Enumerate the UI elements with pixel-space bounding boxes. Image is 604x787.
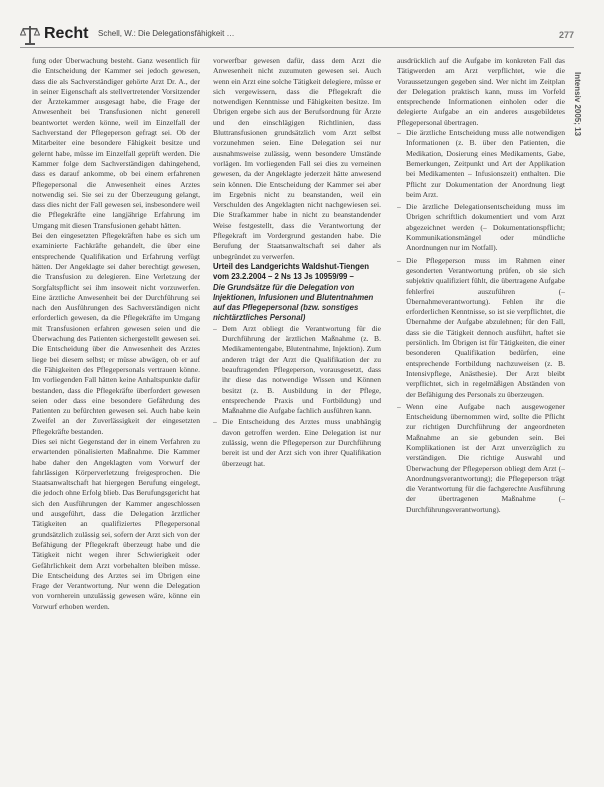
list-item: – Wenn eine Aufgabe nach ausgewogener Entscheidung übernommen wird, sollte die Pflicht zur richtigen Durchführung der angeordneten Maßnahme an sie gebunden sein. Bei Komplikationen ist der Arzt unverzüglich zu verständigen. Die richtige Auswahl und Überwachung der Pflegeperson obliegt dem Arzt (– Anordnungsverantwortung); die Pflegeperson trägt die Verantwortung für die fachgerechte Ausführung der übertragenen Maßnahme (– Durchführungsverantwortung). [397,402,565,515]
list-item: – Dem Arzt obliegt die Verantwortung für die Durchführung der ärztlichen Maßnahme (z. B. Medikamentengabe, Blutentnahme, Injektion). Zum anderen trägt der Arzt die Qualifikation der zu beauftragenden Pflegeperson, vorausgesetzt, dass ihr diese das notwendige Wissen und Können besitzt (z. B. Ausbildung in der Pflege, entsprechende Praxis und Fortbildung) und Maßnahme die Aufgabe fachlich ausführen kann. [213,324,381,417]
list-item: – Die ärztliche Delegationsentscheidung muss im Übrigen schriftlich dokumentiert und vom Arzt abgezeichnet werden (– Dokumentationspflicht; Kommunikationsmängel oder mündliche Anordnungen nur im Notfall). [397,202,565,253]
paragraph-scales-icon [20,24,40,46]
paragraph: vorwerfbar gewesen dafür, dass dem Arzt die Anwesenheit nicht zuzumuten gewesen sei. Auch wenn ein Arzt eine solche Tätigkeit delegiere, müsse er sich vergewissern, dass die Pflegekraft die notwendigen Kenntnisse und Fähigkeiten besitze. Im Übrigen ergebe sich aus der Berufsordnung für Ärzte und den einschlägigen Richtlinien, dass Bluttransfusionen grundsätzlich vom Arzt selbst vorzunehmen seien. Eine Delegation sei nur ausnahmsweise zulässig, wenn besondere Umstände vorlägen. Im vorliegenden Fall sei dies zu verneinen gewesen, da der Angeklagte jederzeit hätte anwesend sein können. Die Entscheidung der Kammer sei aber im Ergebnis nicht zu beanstanden, weil ein Verschulden des Angeklagten nicht nachgewiesen sei. Die Strafkammer habe in nicht zu beanstandender Weise festgestellt, dass die Verantwortung der Pflegekraft im Vordergrund gestanden habe. Die Berufung der Staatsanwaltschaft sei daher als unbegründet zu verwerfen. [213,56,381,261]
list-item: – Die Entscheidung des Arztes muss unabhängig davon getroffen werden. Eine Delegation ist nur zulässig, wenn die Pflegeperson zur Durchführung bereit ist und der Arzt sich von ihrer Qualifikation überzeugt hat. [213,417,381,468]
journal-side-label [572,72,584,212]
principles-list [213,324,381,469]
text-column-3 [397,56,565,746]
paragraph: ausdrücklich auf die Aufgabe im konkreten Fall das Tätigwerden am Arzt verpflichtet, wie die Voraussetzungen gegeben sind. Wer nicht im Zeitplan der Delegation praktisch kann, muss im Vorfeld entsprechende Informationen einholen oder die delegierte Aufgabe an ein anderes ausgebildetes Pflegepersonal übertragen. [397,56,565,127]
text-column-2 [213,56,381,746]
journal-issue-label: Intensiv 2005; 13 [573,72,582,137]
page-header [20,24,582,46]
principles-heading: Die Grundsätze für die Delegation von Injektionen, Infusionen und Blutentnahmen auf das Pflegepersonal (bzw. sonstiges nichtärztliches Personal) [213,282,374,323]
paragraph: fung oder Überwachung besteht. Ganz wesentlich für die Entscheidung der Kammer sei jedoch gewesen, dass die als Sachverständiger gehörte Arzt Dr. A., der in seiner Eigenschaft als stellvertretender Vorsitzender der Ärztekammer ausgesagt habe, die Frage der Anwesenheit bei Transfusionen nicht generell beantwortet werden könne, weil im Einzelfall der Sachverstand der Pflegeperson gefragt sei. Ob der Mitarbeiter eine besondere Fähigkeit besitze und gelernt habe, müsse im Einzelfall geprüft werden. Die Kammer folge dem Sachverständigen dahingehend, dass es darauf ankomme, ob bei einem erfahrenen Pflegepersonal die Anwesenheit eines Arztes notwendig sei. Sie sei zu der Überzeugung gelangt, dass dies nicht der Fall gewesen sei, insbesondere weil die Pflegekräfte eine langjährige Erfahrung im Umgang mit diesen Transfusionen gehabt hätten. [32,56,200,230]
list-item: – Die ärztliche Entscheidung muss alle notwendigen Informationen (z. B. über den Patienten, die Medikation, Dosierung eines Medikaments, Gabe, Bemerkungen, Zeitpunkt und Art der Applikation bei Medikamenten – Infusionszeit) enthalten. Die Pflicht zur Dokumentation der Anordnung liegt beim Arzt. [397,128,565,200]
section-title: Recht [44,25,89,42]
paragraph: Dies sei nicht Gegenstand der in einem Verfahren zu erwartenden pönalisierten Maßnahme. Die Kammer habe daher den Angeklagten vom Vorwurf der fahrlässigen Körperverletzung freigesprochen. Die Staatsanwaltschaft hat hiergegen Berufung eingelegt, die jedoch ohne Erfolg blieb. Das Berufungsgericht hat sich den Ausführungen der Kammer angeschlossen und ausgeführt, dass die Delegation ärztlicher Tätigkeiten an qualifiziertes Pflegepersonal grundsätzlich zulässig sei, sofern der Arzt sich von der Befähigung der Pflegekraft überzeugt habe und die Tätigkeit nicht wegen ihrer Schwierigkeit oder Gefährlichkeit dem Arzt vorbehalten bleiben müsse. Die Entscheidung des Arztes sei im Übrigen eine Frage der Verantwortung. Nur wenn die Delegation von vornherein unzulässig gewesen wäre, könne ein Vorwurf erhoben werden. [32,436,200,611]
text-column-1 [32,56,200,746]
list-item: – Die Pflegeperson muss im Rahmen einer gesonderten Verantwortung prüfen, ob sie sich subjektiv qualifiziert fühlt, die übertragene Aufgabe fehlerfrei auszuführen (– Übernahmeverantwortung). Fehlen ihr die erforderlichen Kenntnisse, so ist sie verpflichtet, die Übernahme der Aufgabe abzulehnen; für den Fall, dass sie die Tätigkeit dennoch ausführt, haftet sie persönlich. Im Übrigen ist für Tätigkeiten, die einer besonderen Qualifikation bedürfen, eine entsprechende Fortbildung nachzuweisen (z. B. Intensivpflege, Anästhesie). Der Arzt bleibt verpflichtet, sich in regelmäßigen Abständen von der Befähigung des Personals zu überzeugen. [397,256,565,400]
article-subtitle: Schell, W.: Die Delegationsfähigkeit … [98,29,235,38]
page-number: 277 [558,30,574,40]
court-decision-heading: Urteil des Landgerichts Waldshut-Tiengen vom 23.2.2004 – 2 Ns 13 Js 10959/99 – [213,261,369,282]
paragraph: Bei den eingesetzten Pflegekräften habe es sich um examinierte Fachkräfte gehandelt, die über eine entsprechende Qualifikation und Erfahrung verfügt hätten. Der Angeklagte sei daher berechtigt gewesen, die Transfusion zu delegieren. Eine Verletzung der Sorgfaltspflicht sei ihm insoweit nicht vorzuwerfen. Eine ärztliche Anwesenheit bei der Durchführung sei nach den Ausführungen des Sachverständigen nicht erforderlich gewesen, da die Pflegekräfte im Umgang mit Transfusionen erfahren gewesen seien und die Überwachung des Patienten sichergestellt gewesen sei. Die Entscheidung über die Anwesenheit des Arztes liege bei diesem selbst; er müsse abwägen, ob er auf die Fähigkeiten des Pflegepersonals vertrauen könne. Im vorliegenden Fall hätten keine Anhaltspunkte dafür bestanden, dass die Pflegekräfte überfordert gewesen seien oder dass eine besondere Gefährdung des Patienten zu befürchten gewesen sei. Auch habe kein Zweifel an der Zuverlässigkeit der eingesetzten Pflegekräfte bestanden. [32,231,200,436]
header-divider [20,47,574,48]
principles-list-continued [397,128,565,515]
